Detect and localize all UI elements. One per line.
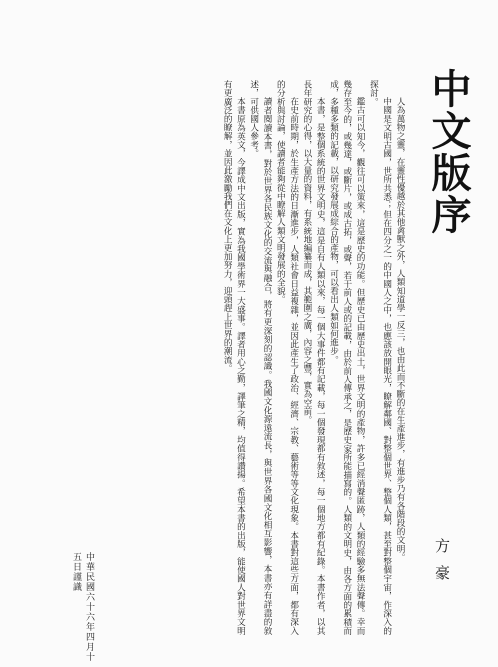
paragraph: 人為萬物之靈，在靈性優越於其他禽獸之外，人類知道學一反三，也由此而不斷的在生產進步，有進步乃有各階段的文明。 (395, 97, 405, 562)
body-text (68, 80, 406, 635)
paragraph: 本書，是整個系統的世界文明史，這是自有人類以來，每一個大事件都有記載，每一個發現都有敘述，每一個地方都有紀錄。本書作者，以其長年研究的心得，以大量的資料，有系統地編纂而成，其範圍之廣，內容之豐，實為空前。 (301, 80, 326, 635)
date-signature: 中華民國六十六年四月十五日謹識 (71, 552, 94, 662)
paragraph: 在史前時期，於生產方法的日漸進步，人類社會日益複雜，並因此產生了政治、經濟、宗教、藝術等等文化現象。本書對這些方面，都有深入的分析與討論，使讀者能夠從中瞭解人類文明發展的全貌。 (275, 80, 299, 635)
paragraph: 中國是文明古國，世所共悉；但在四分之一的中國人之中，也應該放開眼光，瞭解鄰國、對整個世界、整個人類，甚至對整個宇宙，作深入的探討。 (368, 80, 392, 635)
paragraph: 讀者閱讀本書，對於世界各民族文化的交流與融合，將有更深刻的認識。我國文化源遠流長，與世界各國文化相互影響，本書亦有詳盡的敘述，可供國人參考。 (248, 80, 273, 635)
paragraph: 鑑古可以知今，觀往可以策來，這是歷史的功能。但歷史已由歷史出土，世界文明的產物，許多已經消聲匿跡，人類的經驗多無法聲傳。幸而幾存至今的，或幾達，或斷片，或成古拓，或聲，若干前人或的記載，由於前人傳承之，是歷史家所能描寫的。人類的文明史，由各方面的累積而成，多種多類的記載，以研究發展成綜合的產物，可以看出人類如何進步。 (328, 80, 366, 635)
page-title: 中文版序 (425, 68, 472, 236)
author-name: 方豪 (433, 538, 451, 592)
paragraph: 本書原為英文，今譯成中文出版，實為我國學術界一大盛事。譯者用心之勤，譯筆之精，均值得讚揚。希望本書的出版，能使國人對世界文明有更廣泛的瞭解，並因此激勵我們在文化上更加努力，迎頭趕上世界的潮流。 (222, 80, 246, 635)
